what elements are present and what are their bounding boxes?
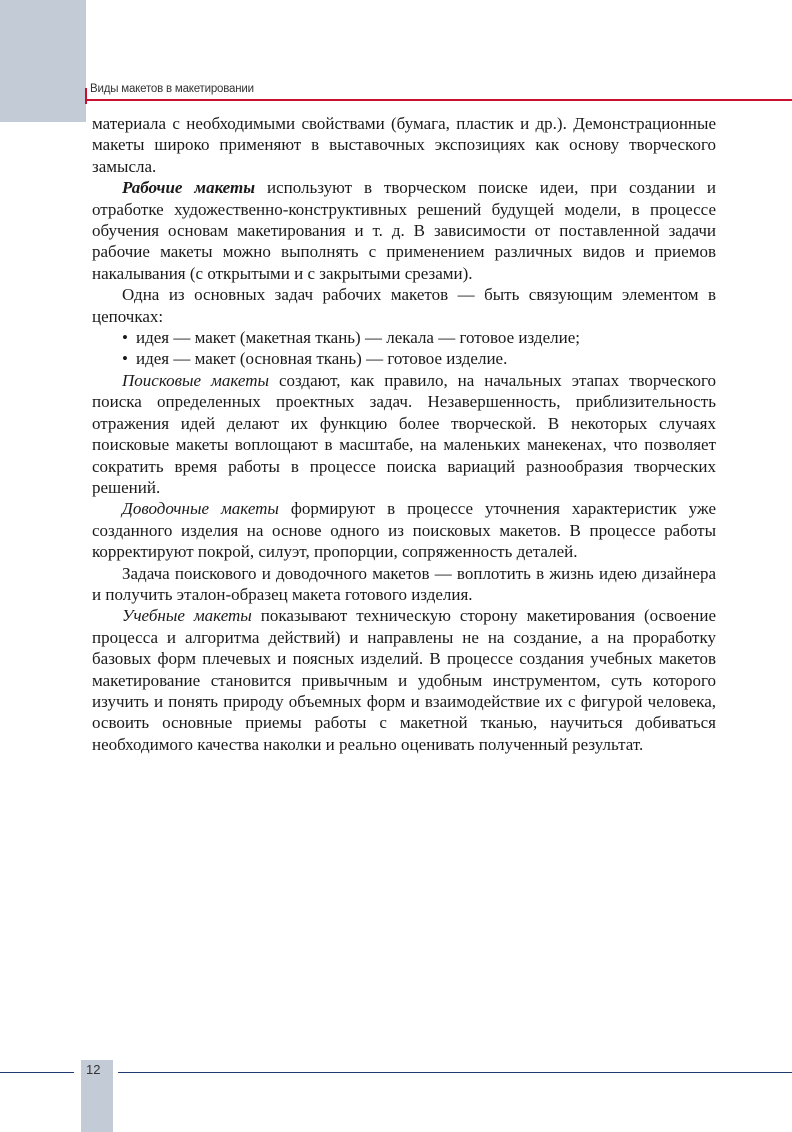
paragraph-search-mockups (92, 370, 716, 498)
term-working-mockups: Рабочие макеты (122, 178, 256, 198)
term-search-mockups: Поисковые макеты (122, 370, 270, 390)
running-head: Виды макетов в макетировании (90, 83, 254, 95)
chain-list (92, 327, 716, 370)
paragraph-finishing-mockups (92, 498, 716, 562)
paragraph-task: Задача поискового и доводочного макетов — воплотить в жизнь идею дизайнера и получить эталон-образец макета готового изделия. (92, 563, 716, 604)
paragraph-text: создают, как правило, на начальных этапах творческого поиска определенных проектных задач. Незавершенность, приблизительность отражения идей делают их функцию более творческой. В некоторых случаях поисковые макеты воплощают в масштабе, на маленьких манекенах, что позволяет сократить время работы в процессе поиска вариаций разнообразия творческих решений. (92, 370, 716, 497)
header-corner-block (0, 0, 86, 122)
footer-rule-left (0, 1072, 74, 1073)
term-training-mockups: Учебные макеты (122, 606, 252, 626)
page-number: 12 (86, 1062, 101, 1077)
list-item: • идея — макет (основная ткань) — готовое изделие. (122, 349, 508, 369)
paragraph-training-mockups (92, 605, 716, 755)
term-finishing-mockups: Доводочные макеты (122, 499, 279, 519)
paragraph-text: формируют в процессе уточнения характеристик уже созданного изделия на основе одного из поисковых макетов. В процессе работы корректируют покрой, силуэт, пропорции, сопряженность деталей. (92, 499, 716, 562)
paragraph-text: показывают техническую сторону макетирования (освоение процесса и алгоритма действий) и направлены не на создание, а на проработку базовых форм плечевых и поясных изделий. В процессе создания учебных макетов макетирование становится привычным и удобным инструментом, суть которого изучить и понять природу объемных форм и взаимодействие их с фигурой человека, освоить основные приемы работы с макетной тканью, научиться добиваться необходимого качества наколки и реально оценивать полученный результат. (92, 606, 717, 754)
page-body (92, 113, 716, 755)
header-accent-tick (85, 88, 87, 104)
header-rule (86, 99, 792, 101)
footer-rule-right (118, 1072, 792, 1073)
paragraph-chain-intro: Одна из основных задач рабочих макетов — быть связующим элементом в цепочках: (92, 285, 716, 326)
paragraph-text: используют в творческом поиске идеи, при создании и отработке художественно-конструктивных решений будущей модели, в процессе обучения основам макетирования и т. д. В зависимости от поставленной задачи рабочие макеты можно выполнять с применением различных видов и приемов накалывания (с открытыми и с закрытыми срезами). (92, 178, 716, 283)
list-item: • идея — макет (макетная ткань) — лекала — готовое изделие; (122, 328, 580, 348)
paragraph-working-mockups (92, 177, 716, 284)
paragraph-demo-continuation: материала с необходимыми свойствами (бумага, пластик и др.). Демонстрационные макеты широко применяют в выставочных экспозициях как основу творческого замысла. (92, 114, 716, 176)
